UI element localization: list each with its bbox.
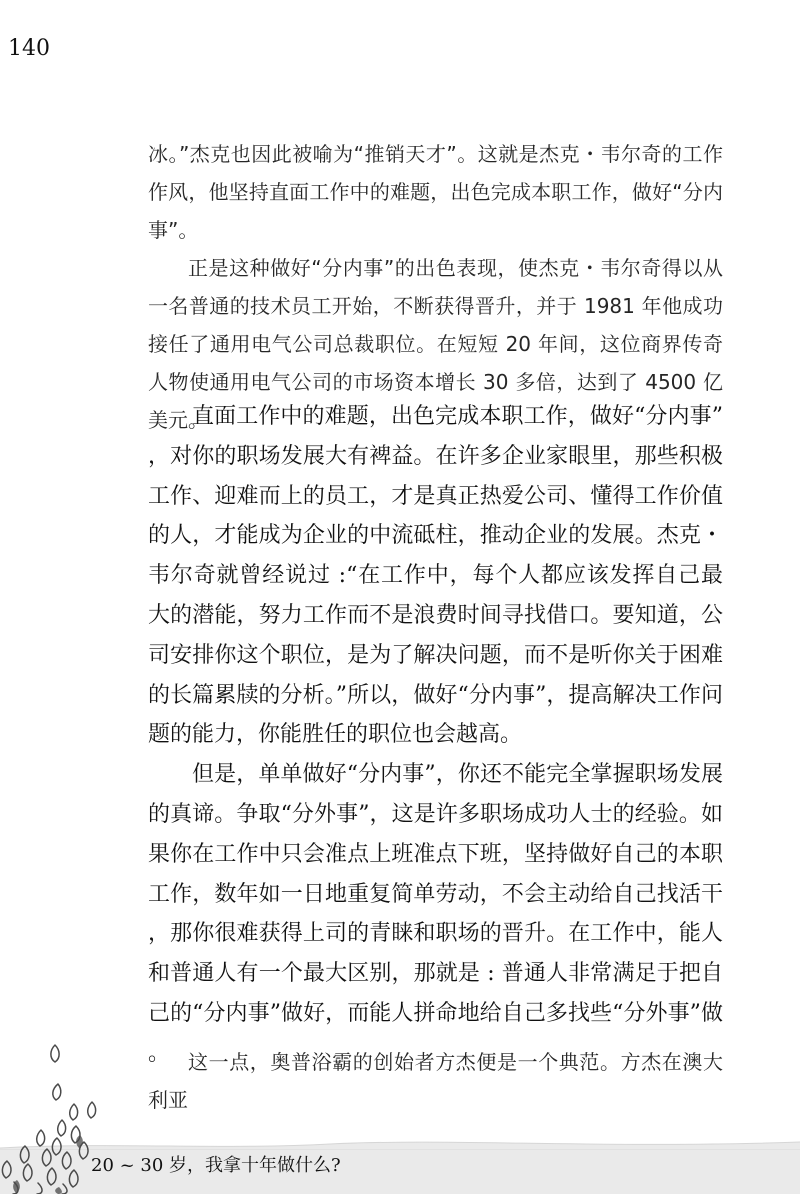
- case-story-section: [148, 135, 723, 439]
- book-footer-title: 20 ~ 30 岁，我拿十年做什么?: [91, 1155, 341, 1176]
- main-paragraph-2: 但是，单单做好“分内事”，你还不能完全掌握职场发展的真谛。争取“分外事”，这是许多职场成功人士的经验。如果你在工作中只会准点上班准点下班，坚持做好自己的本职工作，数年如一日地重复简单劳动，不会主动给自己找活干，那你很难获得上司的青睐和职场的晋升。在工作中，能人和普通人有一个最大区别，那就是 : 普通人非常满足于把自己的“分内事”做好，而能人拼命地给自己多找些“分外事”做。: [148, 762, 723, 1066]
- next-case-paragraph: 这一点，奥普浴霸的创始者方杰便是一个典范。方杰在澳大利亚: [148, 1050, 723, 1112]
- next-case-section: [148, 1043, 723, 1119]
- footer-wave: [0, 1134, 800, 1150]
- case-paragraph-2: 正是这种做好“分内事”的出色表现，使杰克・韦尔奇得以从一名普通的技术员工开始，不断获得晋升，并于 1981 年他成功接任了通用电气公司总裁职位。在短短 20 年间，这位商界传奇人物使通用电气公司的市场资本增长 30 多倍，达到了 4500 亿美元。: [148, 256, 723, 432]
- main-discussion-section: [148, 397, 723, 1074]
- main-paragraph-1: 直面工作中的难题，出色完成本职工作，做好“分内事”，对你的职场发展大有裨益。在许多企业家眼里，那些积极工作、迎难而上的员工，才是真正热爱公司、懂得工作价值的人，才能成为企业的中流砥柱，推动企业的发展。杰克・韦尔奇就曾经说过 :“在工作中，每个人都应该发挥自己最大的潜能，努力工作而不是浪费时间寻找借口。要知道，公司安排你这个职位，是为了解决问题，而不是听你关于困难的长篇累牍的分析。”所以，做好“分内事”，提高解决工作问题的能力，你能胜任的职位也会越高。: [148, 404, 723, 748]
- case-paragraph-1: 冰。”杰克也因此被喻为“推销天才”。这就是杰克・韦尔奇的工作作风，他坚持直面工作中的难题，出色完成本职工作，做好“分内事”。: [148, 142, 723, 242]
- page-number: 140: [8, 36, 50, 61]
